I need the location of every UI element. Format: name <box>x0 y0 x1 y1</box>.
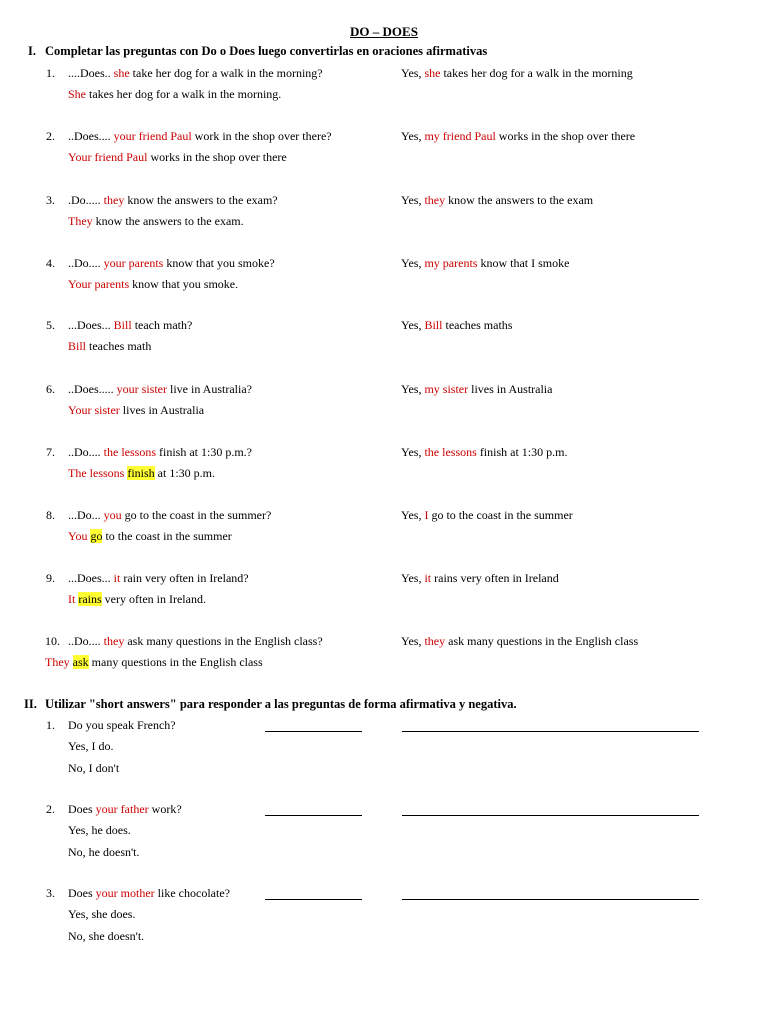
statement-text <box>45 655 263 670</box>
text-segment: teach math? <box>131 318 193 332</box>
section-1-numeral: I. <box>28 44 36 58</box>
text-segment: ...Does... <box>68 318 114 332</box>
text-segment: work? <box>148 802 182 816</box>
short-answer-affirmative: Yes, she does. <box>68 907 136 921</box>
subject-text: your father <box>95 802 149 816</box>
subject-text: your parents <box>103 256 164 270</box>
item-number: 4. <box>46 256 55 270</box>
answer-blank-long[interactable] <box>402 815 699 816</box>
subject-text: she <box>113 66 130 80</box>
text-segment: Yes, <box>401 634 425 648</box>
subject-text: you <box>103 508 122 522</box>
item-number: 2. <box>46 129 55 143</box>
item-number: 10. <box>45 634 60 648</box>
item-number: 3. <box>46 886 55 900</box>
statement-text <box>68 529 232 544</box>
item-number: 6. <box>46 382 55 396</box>
answer-blank-short[interactable] <box>265 899 362 900</box>
answer-text <box>401 634 638 649</box>
question-text <box>68 802 182 817</box>
text-segment: go to the coast in the summer? <box>121 508 272 522</box>
text-segment: work in the shop over there? <box>191 129 332 143</box>
text-segment: teaches maths <box>442 318 513 332</box>
subject-text: they <box>424 634 446 648</box>
answer-text <box>401 256 569 271</box>
text-segment: Yes, <box>401 129 425 143</box>
text-segment: know the answers to the exam? <box>124 193 278 207</box>
item-number: 1. <box>46 718 55 732</box>
text-segment: take her dog for a walk in the morning? <box>129 66 323 80</box>
answer-text <box>401 382 552 397</box>
statement-text <box>68 339 151 354</box>
text-segment: Does <box>68 886 96 900</box>
answer-text <box>401 129 635 144</box>
text-segment: Yes, <box>401 382 425 396</box>
text-segment: takes her dog for a walk in the morning. <box>86 87 282 101</box>
text-segment: .Do..... <box>68 193 104 207</box>
item-number: 5. <box>46 318 55 332</box>
text-segment: Yes, <box>401 193 425 207</box>
subject-text: my sister <box>424 382 469 396</box>
answer-text <box>401 193 593 208</box>
text-segment: Yes, <box>401 66 425 80</box>
item-number: 3. <box>46 193 55 207</box>
text-segment: ...Do... <box>68 508 104 522</box>
text-segment: rains very often in Ireland <box>431 571 559 585</box>
text-segment: teaches math <box>86 339 152 353</box>
answer-text <box>401 66 633 81</box>
subject-text: the lessons <box>424 445 477 459</box>
subject-text: Your friend Paul <box>68 150 148 164</box>
question-text <box>68 634 323 649</box>
short-answer-negative: No, he doesn't. <box>68 845 140 859</box>
question-text <box>68 129 332 144</box>
highlighted-verb: finish <box>127 466 155 480</box>
question-text <box>68 318 192 333</box>
statement-text <box>68 87 281 102</box>
answer-text <box>401 508 573 523</box>
subject-text: your friend Paul <box>113 129 192 143</box>
text-segment: finish at 1:30 p.m. <box>476 445 568 459</box>
text-segment: know that you smoke. <box>129 277 239 291</box>
subject-text: They <box>45 655 70 669</box>
highlighted-verb: go <box>90 529 103 543</box>
statement-text <box>68 592 206 607</box>
answer-text <box>401 318 512 333</box>
text-segment: ..Do.... <box>68 634 104 648</box>
subject-text: she <box>424 66 441 80</box>
question-text <box>68 256 275 271</box>
subject-text: it <box>424 571 432 585</box>
question-text <box>68 508 271 523</box>
subject-text: Bill <box>113 318 132 332</box>
answer-blank-long[interactable] <box>402 731 699 732</box>
text-segment: lives in Australia <box>119 403 205 417</box>
statement-text <box>68 214 244 229</box>
text-segment: Yes, <box>401 571 425 585</box>
subject-text: my parents <box>424 256 478 270</box>
short-answer-affirmative: Yes, he does. <box>68 823 131 837</box>
question-text <box>68 382 252 397</box>
text-segment: know that I smoke <box>477 256 570 270</box>
text-segment: ..Do.... <box>68 445 104 459</box>
text-segment: ..Do.... <box>68 256 104 270</box>
text-segment: ask many questions in the English class <box>445 634 639 648</box>
item-number: 1. <box>46 66 55 80</box>
subject-text: it <box>113 571 121 585</box>
text-segment: very often in Ireland. <box>101 592 206 606</box>
question-text <box>68 66 323 81</box>
subject-text: your mother <box>95 886 155 900</box>
highlighted-verb: ask <box>72 655 89 669</box>
page-title: DO – DOES <box>350 24 418 39</box>
answer-text <box>401 445 567 460</box>
text-segment: to the coast in the summer <box>102 529 232 543</box>
question-text <box>68 571 249 586</box>
highlighted-verb: rains <box>78 592 102 606</box>
question-text <box>68 886 230 901</box>
item-number: 8. <box>46 508 55 522</box>
subject-text: your sister <box>116 382 167 396</box>
subject-text: they <box>103 193 125 207</box>
text-segment: ..Does..... <box>68 382 117 396</box>
subject-text: Your parents <box>68 277 130 291</box>
text-segment: ...Does... <box>68 571 114 585</box>
short-answer-affirmative: Yes, I do. <box>68 739 114 753</box>
text-segment: Does <box>68 802 96 816</box>
statement-text <box>68 277 238 292</box>
short-answer-negative: No, she doesn't. <box>68 929 145 943</box>
text-segment: at 1:30 p.m. <box>154 466 215 480</box>
text-segment: Yes, <box>401 256 425 270</box>
text-segment: Yes, <box>401 445 425 459</box>
text-segment: rain very often in Ireland? <box>120 571 249 585</box>
statement-text <box>68 466 215 481</box>
text-segment: know that you smoke? <box>163 256 275 270</box>
item-number: 9. <box>46 571 55 585</box>
subject-text: They <box>68 214 93 228</box>
answer-blank-short[interactable] <box>265 815 362 816</box>
question-text <box>68 193 278 208</box>
text-segment: Yes, <box>401 508 425 522</box>
subject-text: I <box>424 508 429 522</box>
question-text <box>68 445 252 460</box>
subject-text: they <box>103 634 125 648</box>
statement-text <box>68 403 204 418</box>
text-segment: works in the shop over there <box>147 150 287 164</box>
item-number: 7. <box>46 445 55 459</box>
answer-blank-short[interactable] <box>265 731 362 732</box>
text-segment: know the answers to the exam. <box>92 214 244 228</box>
text-segment: go to the coast in the summer <box>428 508 573 522</box>
subject-text: Your sister <box>68 403 120 417</box>
subject-text: they <box>424 193 446 207</box>
text-segment: finish at 1:30 p.m.? <box>156 445 253 459</box>
statement-text <box>68 150 287 165</box>
section-2-heading: Utilizar "short answers" para responder a las preguntas de forma afirmativa y negativa. <box>45 697 517 711</box>
text-segment: ....Does.. <box>68 66 114 80</box>
text-segment: ..Does.... <box>68 129 114 143</box>
subject-text: Bill <box>424 318 443 332</box>
text-segment: Do you speak French? <box>68 718 176 732</box>
subject-text: You <box>68 529 88 543</box>
text-segment: many questions in the English class <box>88 655 263 669</box>
answer-blank-long[interactable] <box>402 899 699 900</box>
text-segment: takes her dog for a walk in the morning <box>440 66 633 80</box>
answer-text <box>401 571 559 586</box>
subject-text: The lessons <box>68 466 125 480</box>
section-2-numeral: II. <box>24 697 37 711</box>
text-segment: like chocolate? <box>154 886 230 900</box>
subject-text: my friend Paul <box>424 129 496 143</box>
subject-text: the lessons <box>103 445 157 459</box>
question-text <box>68 718 176 733</box>
section-1-heading: Completar las preguntas con Do o Does luego convertirlas en oraciones afirmativas <box>45 44 488 58</box>
text-segment: lives in Australia <box>468 382 553 396</box>
text-segment: know the answers to the exam <box>445 193 594 207</box>
subject-text: She <box>68 87 86 101</box>
short-answer-negative: No, I don't <box>68 761 120 775</box>
subject-text: It <box>68 592 76 606</box>
text-segment: ask many questions in the English class? <box>124 634 323 648</box>
text-segment: Yes, <box>401 318 425 332</box>
subject-text: Bill <box>68 339 87 353</box>
item-number: 2. <box>46 802 55 816</box>
text-segment: live in Australia? <box>167 382 252 396</box>
text-segment: works in the shop over there <box>495 129 636 143</box>
